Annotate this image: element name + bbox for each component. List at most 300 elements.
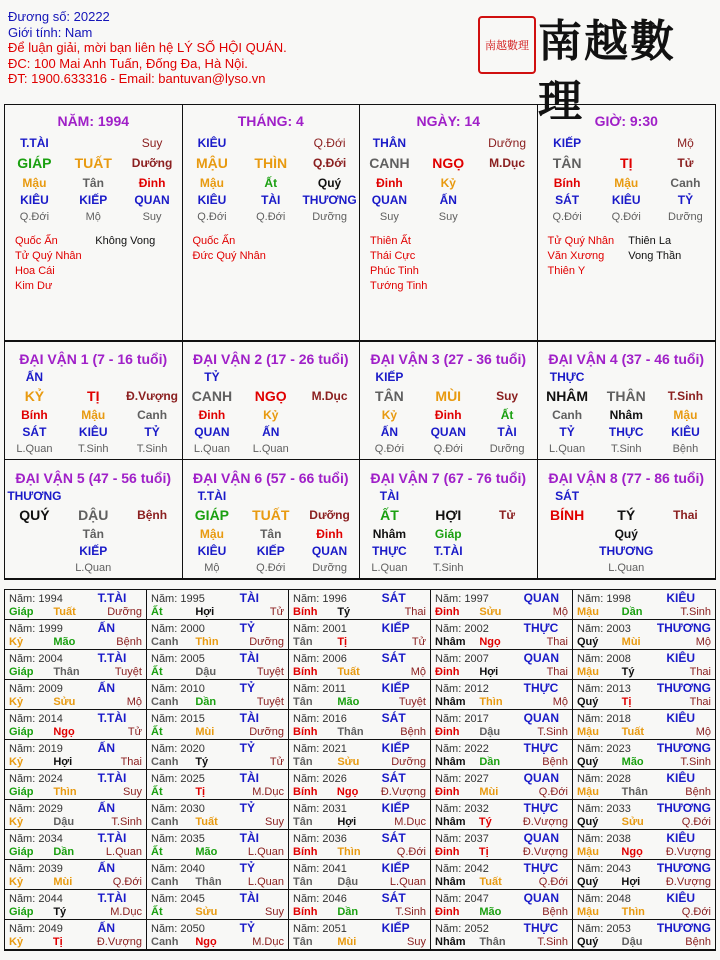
year-state: Thai [404, 606, 426, 618]
year-row-bottom [293, 906, 426, 919]
year-stem: Tân [293, 816, 313, 828]
year-stem: Đinh [435, 846, 460, 858]
year-row-top [293, 922, 426, 936]
hidden-stem: Canh [670, 176, 701, 190]
year-branch: Tị [52, 936, 63, 948]
year-stem: Kỷ [9, 636, 24, 648]
year-label: Năm: 2005 [151, 653, 205, 665]
pillar-title: GIỜ: 9:30 [594, 113, 658, 129]
year-label: Năm: 2003 [577, 623, 631, 635]
heavenly-stem: QUÝ [19, 507, 50, 523]
hidden-stem: Nhâm [372, 527, 407, 541]
luck-god-row [360, 369, 537, 386]
year-stem: Giáp [9, 906, 34, 918]
pillar-cell [360, 105, 538, 341]
year-label: Năm: 2044 [9, 893, 63, 905]
year-row-top [293, 652, 426, 666]
year-label: Năm: 1997 [435, 593, 489, 605]
heavenly-stem: GIÁP [194, 507, 230, 523]
year-state: Tuyệt [114, 666, 142, 678]
luck-cycle-cell [5, 460, 183, 579]
year-stem: Quý [577, 876, 599, 888]
hidden-gods [360, 424, 537, 441]
year-row-top [577, 592, 711, 606]
hidden-god: QUAN [134, 193, 170, 207]
year-row-bottom [9, 786, 142, 799]
luck-god-row [183, 369, 360, 386]
year-branch: Mão [53, 636, 76, 648]
year-label: Năm: 2047 [435, 893, 489, 905]
year-row-top [435, 772, 568, 786]
year-god: TỶ [239, 861, 255, 875]
year-branch: Mão [479, 906, 502, 918]
year-stem: Nhâm [435, 816, 466, 828]
year-state: Q.Đới [538, 786, 568, 798]
heavenly-stem: TÂN [552, 155, 582, 171]
year-state: Bệnh [542, 906, 568, 918]
year-god: SÁT [381, 831, 406, 845]
year-label: Năm: 2027 [435, 773, 489, 785]
hidden-god: KIÊU [611, 193, 641, 207]
pillar-state: Dưỡng [131, 156, 173, 170]
hidden-gods [538, 543, 716, 560]
year-row-top [293, 862, 426, 876]
year-cell [431, 680, 573, 710]
year-branch: Dần [621, 606, 643, 618]
year-label: Năm: 2015 [151, 713, 205, 725]
year-row-top [293, 772, 426, 786]
year-stem: Kỷ [9, 696, 24, 708]
year-state: Suy [265, 906, 284, 918]
year-state: Dưỡng [249, 726, 284, 738]
year-label: Năm: 2021 [293, 743, 347, 755]
year-god: TỶ [239, 801, 255, 815]
year-label: Năm: 1998 [577, 593, 631, 605]
year-stem: Đinh [435, 606, 460, 618]
pillar-god-row [538, 135, 716, 152]
year-god: ẤN [97, 621, 115, 635]
luck-title: ĐẠI VẬN 3 (27 - 36 tuổi) [370, 351, 527, 367]
year-stem: Kỷ [9, 756, 24, 768]
year-branch: Mão [195, 846, 218, 858]
year-god: KIẾP [381, 621, 410, 635]
year-cell [147, 710, 289, 740]
growth-state: Q.Đới [433, 443, 463, 455]
luck-title: ĐẠI VẬN 8 (77 - 86 tuổi) [548, 470, 705, 486]
year-label: Năm: 2049 [9, 923, 63, 935]
year-state: Mộ [552, 606, 568, 618]
year-label: Năm: 2020 [151, 743, 205, 755]
year-row-bottom [151, 906, 284, 919]
growth-state: Mộ [85, 211, 101, 223]
year-row-bottom [577, 636, 711, 649]
year-state: Suy [123, 786, 142, 798]
heavenly-stem: MẬU [195, 155, 228, 171]
year-label: Năm: 2041 [293, 863, 347, 875]
star-name: Thái Cực [370, 250, 416, 262]
year-label: Năm: 1995 [151, 593, 205, 605]
year-row-bottom [577, 726, 711, 739]
year-branch: Mùi [337, 936, 357, 948]
year-row-bottom [435, 846, 568, 859]
growth-state: Suy [438, 211, 458, 223]
year-label: Năm: 2053 [577, 923, 631, 935]
star-name [628, 264, 709, 279]
year-cell [5, 860, 147, 890]
star-name: Tử Quý Nhân [15, 250, 82, 262]
year-god: QUAN [523, 711, 559, 725]
year-row-top [9, 742, 142, 756]
year-stem: Canh [151, 816, 179, 828]
growth-states [183, 560, 360, 577]
year-god: THỰC [523, 741, 559, 755]
year-stem: Kỷ [9, 936, 24, 948]
hidden-god: KIÊU [78, 425, 108, 439]
growth-states [360, 209, 537, 226]
year-branch: Dần [53, 846, 75, 858]
year-row-top [151, 892, 284, 906]
year-cell [573, 920, 715, 950]
luck-state: T.Sinh [667, 389, 704, 403]
year-label: Năm: 2006 [293, 653, 347, 665]
year-label: Năm: 2046 [293, 893, 347, 905]
growth-state: T.Sinh [77, 443, 109, 455]
year-row-top [151, 622, 284, 636]
hidden-god: TỶ [677, 193, 694, 207]
year-stem: Đinh [435, 786, 460, 798]
year-branch: Dậu [621, 936, 643, 948]
year-branch: Dậu [53, 816, 75, 828]
year-state: M.Dục [110, 906, 142, 918]
year-cell [431, 650, 573, 680]
year-row-top [151, 862, 284, 876]
year-state: L.Quan [389, 876, 426, 888]
pillar-god-row [5, 135, 182, 152]
growth-state [123, 560, 182, 577]
luck-cycle-cell [360, 341, 538, 460]
growth-states [183, 209, 360, 226]
year-state: Đ.Vượng [665, 876, 711, 888]
year-cell [431, 620, 573, 650]
year-god: KIÊU [666, 771, 695, 785]
year-state: Bệnh [542, 756, 568, 768]
year-stem: Canh [151, 876, 179, 888]
hidden-stem: Đinh [376, 176, 403, 190]
growth-state: T.Sinh [610, 443, 642, 455]
growth-state: L.Quan [75, 562, 112, 574]
year-row-top [293, 742, 426, 756]
year-stem: Mậu [577, 726, 599, 738]
year-god: THỰC [523, 681, 559, 695]
pillar-stem-branch [360, 155, 537, 172]
hidden-stem: Mậu [673, 408, 698, 422]
year-state: Tử [269, 606, 284, 618]
year-row-bottom [577, 666, 711, 679]
luck-stem-branch [5, 388, 182, 405]
year-row-top [293, 832, 426, 846]
earthly-branch: TÝ [617, 507, 636, 523]
year-stem: Giáp [9, 666, 34, 678]
pillar-god: Q.Đới [313, 136, 346, 150]
year-row-bottom [577, 606, 711, 619]
year-row-bottom [9, 906, 142, 919]
star-name: Vong Thần [628, 250, 682, 262]
year-label: Năm: 2025 [151, 773, 205, 785]
hidden-god [538, 543, 597, 560]
heavenly-stem: BÍNH [549, 507, 585, 523]
year-state: Đ.Vượng [522, 846, 568, 858]
hidden-god: KIÊU [20, 193, 49, 207]
year-branch: Tị [478, 846, 489, 858]
year-branch: Dần [479, 756, 501, 768]
year-stem: Kỷ [9, 876, 24, 888]
year-branch: Dần [337, 906, 359, 918]
year-label: Năm: 2013 [577, 683, 631, 695]
year-cell [573, 890, 715, 920]
year-cell [289, 710, 431, 740]
year-god: KIẾP [381, 801, 410, 815]
year-stem: Canh [151, 696, 179, 708]
year-state: Đ.Vượng [380, 786, 426, 798]
year-row-bottom [293, 876, 426, 889]
growth-states [360, 441, 537, 458]
year-state: Q.Đới [112, 876, 142, 888]
hidden-gods [538, 424, 716, 441]
luck-god-row [5, 369, 182, 386]
earthly-branch: MÙI [435, 388, 462, 404]
year-row-top [151, 682, 284, 696]
year-state: Thai [546, 666, 568, 678]
hidden-stem [123, 526, 182, 543]
year-cell [289, 890, 431, 920]
year-branch: Mùi [621, 636, 641, 648]
hidden-god: TÀI [497, 425, 517, 439]
year-state: L.Quan [105, 846, 142, 858]
luck-god: ẤN [25, 370, 44, 384]
hidden-gods [183, 424, 360, 441]
year-state: M.Dục [252, 936, 284, 948]
year-row-top [577, 802, 711, 816]
year-stem: Bính [293, 846, 318, 858]
hidden-gods [5, 424, 182, 441]
year-label: Năm: 2022 [435, 743, 489, 755]
year-stem: Nhâm [435, 936, 466, 948]
year-cell [431, 920, 573, 950]
year-stem: Mậu [577, 846, 599, 858]
year-branch: Dậu [479, 726, 501, 738]
hidden-stem [478, 175, 537, 192]
year-row-top [577, 742, 711, 756]
year-state: T.Sinh [395, 906, 426, 918]
luck-stem-branch [360, 507, 537, 524]
year-god: THƯƠNG [656, 921, 711, 935]
year-cell [573, 740, 715, 770]
year-row-top [9, 652, 142, 666]
year-cell [147, 860, 289, 890]
hidden-stem: Quý [317, 176, 342, 190]
year-row-top [435, 622, 568, 636]
year-row-bottom [151, 606, 284, 619]
luck-god-row [538, 488, 716, 505]
heavenly-stem: NHÂM [546, 388, 589, 404]
star-name: Thiên Ất [370, 235, 411, 247]
year-row-bottom [293, 846, 426, 859]
year-branch: Mùi [53, 876, 73, 888]
earthly-branch: NGỌ [254, 388, 287, 404]
year-stem: Bính [293, 906, 318, 918]
growth-state: L.Quan [549, 443, 586, 455]
luck-stem-branch [183, 507, 360, 524]
year-row-bottom [435, 906, 568, 919]
year-label: Năm: 2045 [151, 893, 205, 905]
star-name [450, 234, 530, 249]
star-name: Tướng Tinh [370, 280, 428, 292]
year-cell [5, 710, 147, 740]
special-stars [5, 226, 182, 294]
year-stem: Nhâm [435, 876, 466, 888]
year-label: Năm: 2019 [9, 743, 63, 755]
luck-cycle-cell [360, 460, 538, 579]
year-row-bottom [577, 756, 711, 769]
year-branch: Hợi [53, 756, 73, 768]
star-name: Tử Quý Nhân [547, 235, 615, 247]
year-stem: Ất [151, 726, 163, 738]
year-branch: Tị [195, 786, 206, 798]
year-god: THỰC [523, 801, 559, 815]
year-cell [5, 590, 147, 620]
year-branch: Hợi [621, 876, 641, 888]
year-god: TÀI [239, 591, 259, 605]
growth-states [5, 441, 182, 458]
hidden-stems [538, 526, 716, 543]
year-row-bottom [293, 936, 426, 949]
year-label: Năm: 2030 [151, 803, 205, 815]
hidden-stem: Mậu [199, 527, 224, 541]
year-branch: Ngọ [621, 846, 643, 858]
pillar-god: KIÊU [197, 136, 227, 150]
year-state: Q.Đới [396, 846, 426, 858]
year-state: L.Quan [247, 876, 284, 888]
year-row-top [435, 832, 568, 846]
year-branch: Dậu [195, 666, 217, 678]
year-state: Tuyệt [398, 696, 426, 708]
hidden-god: THỰC [608, 425, 644, 439]
hidden-god: KIÊU [671, 425, 700, 439]
year-god: TỶ [239, 921, 255, 935]
annual-years-table [4, 589, 716, 951]
year-stem: Mậu [577, 606, 599, 618]
year-label: Năm: 2026 [293, 773, 347, 785]
hidden-god [656, 543, 715, 560]
year-row-bottom [435, 726, 568, 739]
pillar-stem-branch [183, 155, 360, 172]
special-stars [360, 226, 537, 294]
year-god: THỰC [523, 861, 559, 875]
year-stem: Quý [577, 936, 599, 948]
growth-states [360, 560, 537, 577]
earthly-branch: NGỌ [432, 155, 465, 171]
luck-state: Bệnh [137, 508, 168, 522]
year-row-top [151, 802, 284, 816]
hidden-gods [538, 192, 716, 209]
year-row-top [577, 652, 711, 666]
year-row-bottom [151, 666, 284, 679]
hidden-god: QUAN [371, 193, 408, 207]
luck-stem-branch [5, 507, 182, 524]
luck-stem-branch [538, 507, 716, 524]
year-row-bottom [9, 696, 142, 709]
luck-stem-branch [360, 388, 537, 405]
year-cell [5, 800, 147, 830]
star-name [273, 249, 353, 264]
earthly-branch: TỊ [87, 388, 100, 404]
year-row-top [9, 682, 142, 696]
star-name [95, 249, 175, 264]
year-cell [573, 710, 715, 740]
heavenly-stem: TÂN [375, 388, 404, 404]
year-label: Năm: 2001 [293, 623, 347, 635]
hidden-god: THƯƠNG [302, 193, 357, 207]
year-label: Năm: 2016 [293, 713, 347, 725]
hidden-stem: Canh [552, 408, 583, 422]
year-branch: Dậu [337, 876, 359, 888]
year-branch: Tuất [337, 666, 360, 678]
hidden-god: ẤN [439, 193, 457, 207]
year-row-top [151, 592, 284, 606]
year-row-bottom [577, 936, 711, 949]
year-stem: Canh [151, 636, 179, 648]
year-stem: Tân [293, 876, 313, 888]
year-row-bottom [435, 936, 568, 949]
year-cell [573, 770, 715, 800]
year-branch: Ngọ [195, 936, 217, 948]
year-cell [147, 830, 289, 860]
year-branch: Ngọ [479, 636, 501, 648]
year-label: Năm: 2000 [151, 623, 205, 635]
hidden-stem: Giáp [434, 527, 462, 541]
star-name: Văn Xương [547, 250, 605, 262]
year-state: Q.Đới [681, 906, 711, 918]
year-row-top [293, 682, 426, 696]
year-row-bottom [577, 846, 711, 859]
year-label: Năm: 1994 [9, 593, 63, 605]
year-branch: Hợi [337, 816, 357, 828]
year-stem: Bính [293, 726, 318, 738]
year-row-bottom [151, 786, 284, 799]
year-row-bottom [293, 786, 426, 799]
year-row-bottom [577, 906, 711, 919]
year-cell [431, 740, 573, 770]
year-row-bottom [151, 816, 284, 829]
pillar-god: Suy [141, 136, 163, 150]
hidden-stem: Tân [260, 527, 282, 541]
hidden-stem: Kỷ [381, 408, 398, 422]
growth-state: Dưỡng [489, 443, 525, 455]
year-row-top [435, 592, 568, 606]
hidden-stem: Mậu [81, 408, 106, 422]
year-row-top [151, 922, 284, 936]
year-god: KIÊU [666, 651, 695, 665]
hidden-stem: Ất [264, 176, 278, 190]
year-state: T.Sinh [680, 606, 711, 618]
year-row-top [9, 772, 142, 786]
year-label: Năm: 2035 [151, 833, 205, 845]
luck-god-row [183, 488, 360, 505]
hidden-stem: Mậu [614, 176, 639, 190]
growth-state [478, 209, 537, 226]
year-branch: Tý [478, 816, 492, 828]
year-state: Mộ [552, 696, 568, 708]
